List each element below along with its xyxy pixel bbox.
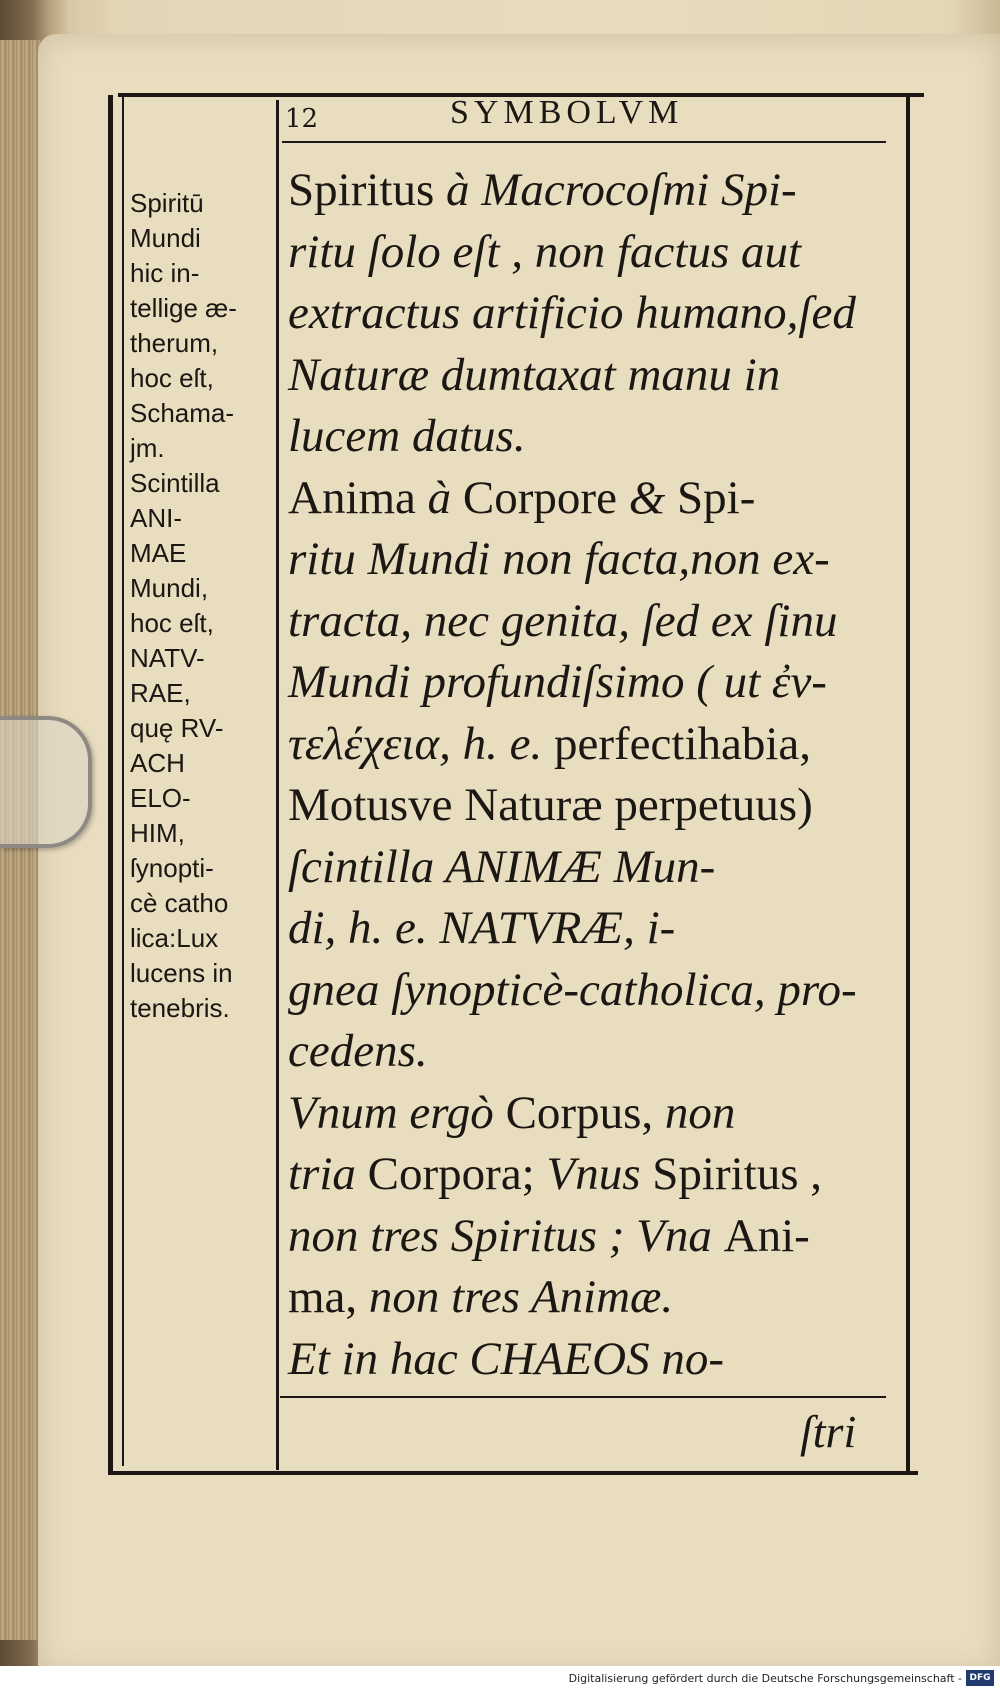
margin-note-line: ELO- (130, 783, 191, 813)
margin-note-line: Scintilla (130, 468, 220, 498)
margin-note-line: therum, (130, 328, 219, 358)
text-segment: Spiritus , (652, 1148, 823, 1200)
text-segment: Vnus (546, 1148, 653, 1200)
text-segment: non (664, 1086, 736, 1139)
margin-note-line: ACH (130, 748, 185, 778)
text-segment: gnea ſynopticè-catholica, pro- (288, 963, 857, 1016)
margin-note-line: jm. (130, 433, 165, 463)
text-segment: Corpus, (505, 1086, 665, 1139)
margin-note-line: MAE (130, 538, 187, 568)
margin-note-line: Schama- (130, 398, 235, 428)
page-number: 12 (285, 104, 319, 134)
margin-note-line: lica:Lux (130, 923, 219, 953)
header-rule (282, 141, 886, 143)
text-segment: di, h. e. NATVRÆ, i- (288, 902, 676, 954)
margin-note-line: NATV- (130, 643, 205, 673)
text-line (288, 652, 898, 714)
margin-note-line: Mundi (130, 223, 201, 253)
text-segment: Spiritus (288, 164, 447, 216)
margin-note-line: hic in- (130, 258, 200, 288)
text-segment: Naturæ dumtaxat manu in (288, 348, 781, 401)
text-segment: tria (288, 1148, 368, 1200)
text-segment: Ani- (723, 1209, 810, 1262)
text-line (288, 1206, 898, 1268)
text-segment: non tres Animæ. (368, 1271, 674, 1323)
text-segment: non tres Spiritus ; Vna (288, 1209, 724, 1262)
margin-note-line: HIM, (130, 818, 185, 848)
text-segment: ma, (288, 1271, 369, 1323)
margin-note-line: lucens in (130, 958, 233, 988)
margin-note-line: Spiritū (130, 188, 204, 218)
running-title: SYMBOLVM (450, 94, 684, 131)
frame-bottom-rule (108, 1471, 918, 1475)
text-line (288, 1083, 898, 1145)
text-segment: & (628, 471, 677, 524)
text-segment: cedens. (288, 1025, 428, 1077)
margin-note-line: cè catho (130, 888, 229, 918)
text-segment: Corpore (462, 471, 629, 524)
text-segment: lucem datus. (288, 410, 526, 462)
footer-credit: Digitalisierung gefördert durch die Deutsche Forschungsgemeinschaft - (568, 1672, 962, 1685)
text-segment: à (427, 471, 463, 524)
text-segment: tracta, nec genita, ſed ex ſinu (288, 594, 838, 647)
margin-note-line: Mundi, (130, 573, 209, 603)
margin-note-line: ANI- (130, 503, 182, 533)
main-text (288, 160, 898, 1390)
text-segment: Corpora; (367, 1148, 547, 1200)
text-segment: ſcintilla ANIMÆ Mun- (288, 840, 716, 893)
frame-left-rule (108, 95, 113, 1473)
text-line (288, 1329, 898, 1391)
text-segment: à Macrocoſmi Spi- (446, 164, 797, 216)
dfg-logo: DFG (966, 1670, 994, 1686)
margin-note-line: quę RV- (130, 713, 224, 743)
margin-note-line: hoc eſt, (130, 363, 214, 393)
text-segment: τελέχεια, h. e. (288, 717, 555, 770)
text-segment: perfectihabia, (554, 717, 812, 770)
text-line (288, 1267, 898, 1329)
text-line (288, 591, 898, 653)
text-line (288, 714, 898, 776)
margin-note-line: tellige æ- (130, 293, 237, 323)
margin-note-line: RAE, (130, 678, 191, 708)
text-line (288, 345, 898, 407)
text-line (288, 837, 898, 899)
margin-note-line: ſynopti- (130, 853, 214, 883)
catchword: ſtri (800, 1406, 857, 1457)
text-line (288, 1144, 898, 1206)
page-clip (0, 716, 92, 848)
text-line (288, 160, 898, 222)
frame-inner-rule (122, 96, 124, 1466)
text-line (288, 283, 898, 345)
text-segment: Spi- (677, 471, 756, 524)
text-line (288, 468, 898, 530)
text-segment: extractus artificio humano,ſed (288, 287, 856, 339)
text-line (288, 898, 898, 960)
margin-notes (130, 186, 280, 1026)
text-line (288, 222, 898, 284)
margin-note-line: hoc eſt, (130, 608, 214, 638)
text-line (288, 529, 898, 591)
text-line (288, 406, 898, 468)
margin-note-line: tenebris. (130, 993, 230, 1023)
text-segment: ritu Mundi non facta,non ex- (288, 533, 830, 585)
text-segment: Et in hac CHAEOS no- (288, 1332, 724, 1385)
frame-right-rule (906, 95, 910, 1473)
text-segment: Mundi profundiſsimo ( ut ἐν- (288, 656, 827, 708)
text-line (288, 1021, 898, 1083)
text-segment: ritu ſolo eſt , non factus aut (288, 225, 802, 278)
text-line (288, 775, 898, 837)
text-segment: Vnum ergò (288, 1086, 506, 1139)
text-segment: Motusve Naturæ perpetuus) (288, 779, 813, 831)
catchword-rule (280, 1396, 886, 1398)
text-line (288, 960, 898, 1022)
text-segment: Anima (288, 471, 428, 524)
